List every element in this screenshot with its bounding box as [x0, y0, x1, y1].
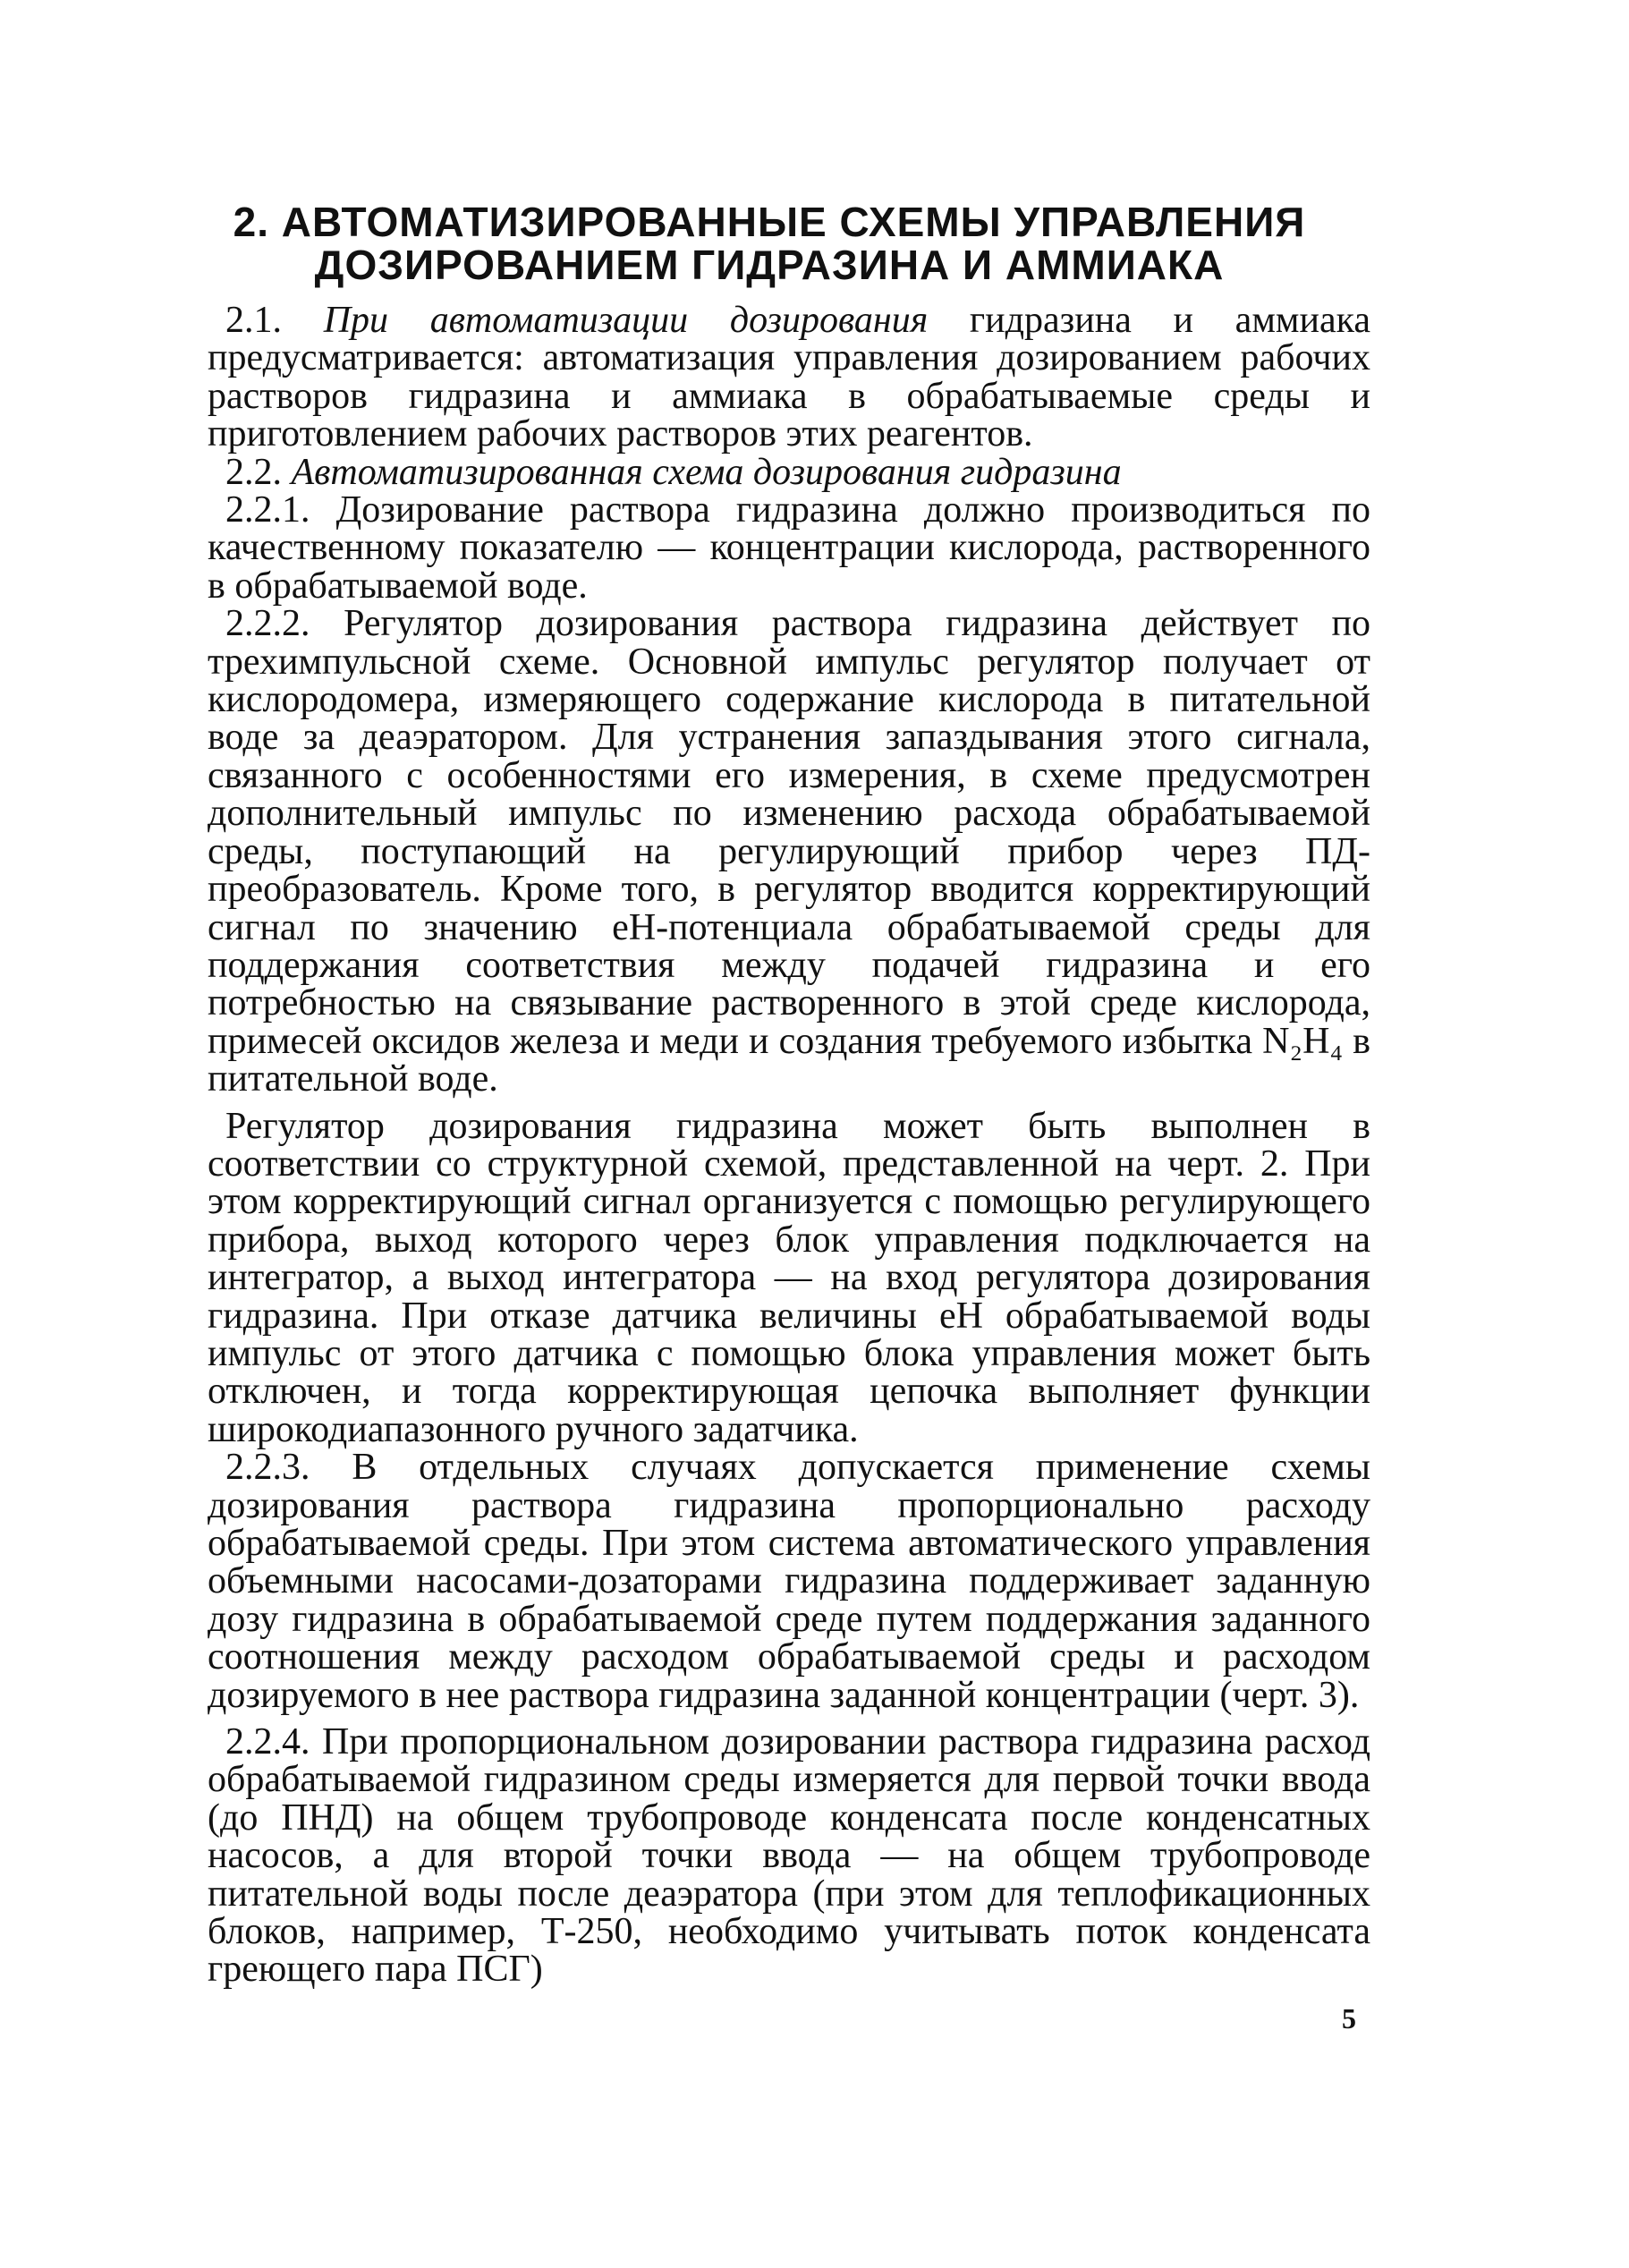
- paragraph-2-2-italic: Автоматизированная схема дозирования гидразина: [291, 451, 1122, 493]
- paragraph-2-2-2: 2.2.2. Регулятор дозирования раствора гидразина действует по трехимпульсной схеме. Основной импульс регулятор получает от кислородомера, измеряющего содержание кислорода в питательной воде за деаэратором. Для устранения запаздывания этого сигнала, связанного с особенностями его измерения, в схеме предусмотрен дополнительный импульс по изменению расхода обрабатываемой среды, поступающий на регулирующий прибор через ПД-преобразователь. Кроме того, в регулятор вводится корректирующий сигнал по значению eH-потенциала обрабатываемой среды для поддержания соответствия между подачей гидразина и его потребностью на связывание растворенного в этой среде кислорода, примесей оксидов железа и меди и создания требуемого избытка N₂H₄ в питательной воде.: [208, 603, 1370, 1100]
- section-heading-line-1: 2. АВТОМАТИЗИРОВАННЫЕ СХЕМЫ УПРАВЛЕНИЯ: [233, 199, 1306, 245]
- paragraph-2-1-italic: При автоматизации дозирования: [323, 300, 929, 341]
- section-heading-line-2: ДОЗИРОВАНИЕМ ГИДРАЗИНА И АММИАКА: [314, 242, 1225, 288]
- body-text: [208, 302, 1370, 1989]
- paragraph-2-2-number: 2.2.: [225, 451, 292, 493]
- paragraph-2-2: [208, 451, 1370, 493]
- paragraph-regulator: Регулятор дозирования гидразина может быть выполнен в соответствии со структурной схемой, представленной на черт. 2. При этом корректирующий сигнал организуется с помощью регулирующего прибора, выход которого через блок управления подключается на интегратор, а выход интегратора — на вход регулятора дозирования гидразина. При отказе датчика величины eH обрабатываемой воды импульс от этого датчика с помощью блока управления может быть отключен, и тогда корректирующая цепочка выполняет функции широкодиапазонного ручного задатчика.: [208, 1105, 1370, 1450]
- paragraph-2-1: [208, 302, 1370, 454]
- paragraph-2-2-3: 2.2.3. В отдельных случаях допускается применение схемы дозирования раствора гидразина пропорционально расходу обрабатываемой среды. При этом система автоматического управления объемными насосами-дозаторами гидразина поддерживает заданную дозу гидразина в обрабатываемой среде путем поддержания заданного соотношения между расходом обрабатываемой среды и расходом дозируемого в нее раствора гидразина заданной концентрации (черт. 3).: [208, 1447, 1370, 1716]
- paragraph-2-1-text: гидразина и аммиака предусматривается: автоматизация управления дозированием рабочих растворов гидразина и аммиака в обрабатываемые среды и приготовлением рабочих растворов этих реагентов.: [208, 300, 1371, 455]
- paragraph-2-2-1: 2.2.1. Дозирование раствора гидразина должно производиться по качественному показателю — концентрации кислорода, растворенного в обрабатываемой воде.: [208, 489, 1370, 607]
- paragraph-2-1-number: 2.1.: [225, 300, 324, 341]
- page-number: 5: [1342, 2002, 1356, 2034]
- paragraph-2-2-4: 2.2.4. При пропорциональном дозировании раствора гидразина расход обрабатываемой гидразином среды измеряется для первой точки ввода (до ПНД) на общем трубопроводе конденсата после конденсатных насосов, а для второй точки ввода — на общем трубопроводе питательной воды после деаэратора (при этом для теплофикационных блоков, например, Т-250, необходимо учитывать поток конденсата греющего пара ПСГ): [208, 1721, 1370, 1991]
